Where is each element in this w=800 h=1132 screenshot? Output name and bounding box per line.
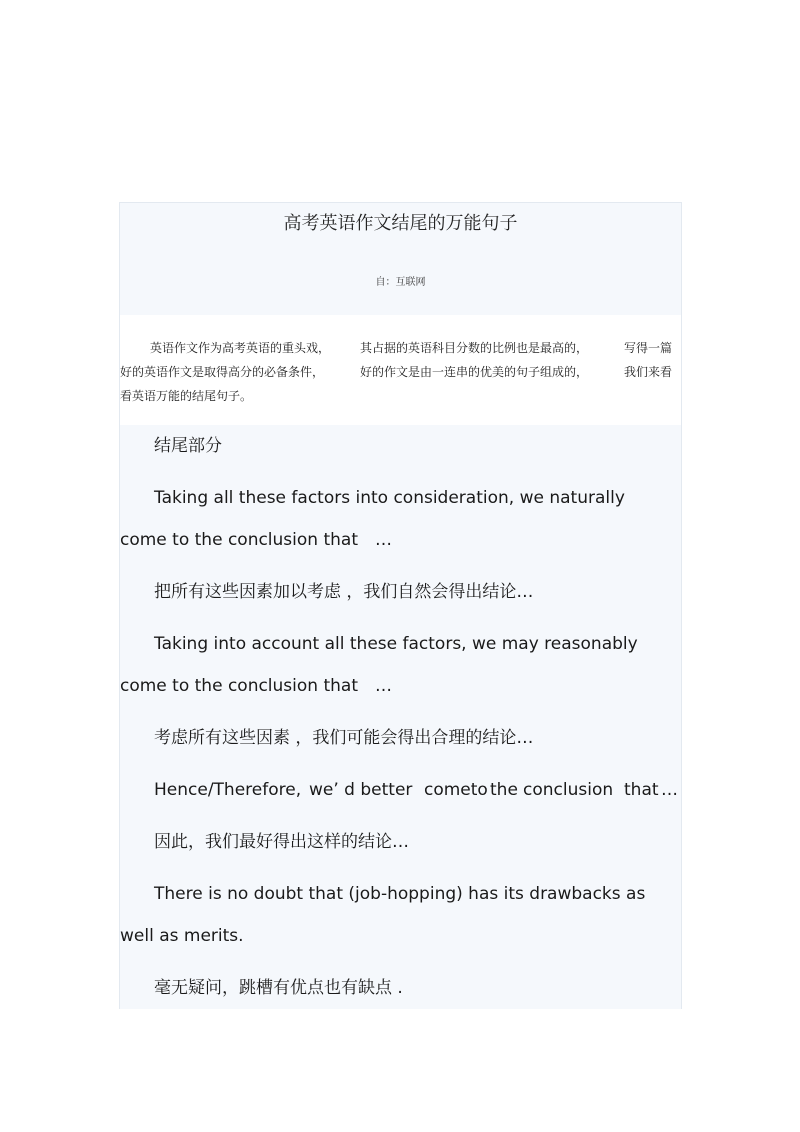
- sentence2-cn: 考虑所有这些因素 ，我们可能会得出合理的结论…: [154, 728, 534, 748]
- sentence3-en-word6: that: [624, 780, 659, 800]
- sentence1-en-line1: Taking all these factors into consideration, we naturally: [154, 488, 625, 508]
- sentence4-en-line2: well as merits.: [120, 926, 244, 946]
- sentence1-en-line2: come to the conclusion that: [120, 530, 358, 550]
- sentence3-en-ellipsis: …: [661, 780, 678, 800]
- intro-line2-part3: 我们来看: [624, 365, 673, 379]
- sentence2-en-ellipsis: …: [375, 676, 392, 696]
- article-container: [119, 202, 682, 1009]
- intro-line3: 看英语万能的结尾句子。: [120, 389, 253, 403]
- section-heading: 结尾部分: [154, 436, 222, 456]
- intro-paragraph: [120, 315, 681, 425]
- sentence3-en-word1: Hence/Therefore,: [154, 780, 302, 800]
- intro-line1-part1: 英语作文作为高考英语的重头戏，: [150, 341, 331, 355]
- intro-line2-part1: 好的英语作文是取得高分的必备条件，: [120, 365, 325, 379]
- sentence4-en-line1: There is no doubt that (job-hopping) has its drawbacks as: [154, 884, 646, 904]
- article-source: 自：互联网: [375, 277, 426, 288]
- sentence1-cn: 把所有这些因素加以考虑 ，我们自然会得出结论…: [154, 582, 534, 602]
- sentence1-en-ellipsis: …: [375, 530, 392, 550]
- sentence2-en-line2: come to the conclusion that: [120, 676, 358, 696]
- sentence3-en-word5: conclusion: [523, 780, 614, 800]
- article-title: 高考英语作文结尾的万能句子: [283, 213, 518, 234]
- intro-line2-part2: 好的作文是由一连串的优美的句子组成的，: [360, 365, 589, 379]
- intro-line1-part3: 写得一篇: [624, 341, 673, 355]
- sentence3-en-word3: cometo: [424, 780, 488, 800]
- sentence3-en-word4: the: [490, 780, 518, 800]
- sentence4-cn: 毫无疑问，跳槽有优点也有缺点 .: [154, 978, 403, 998]
- intro-line1-part2: 其占据的英语科目分数的比例也是最高的，: [360, 341, 589, 355]
- sentence3-en-word2: we’ d better: [309, 780, 413, 800]
- sentence2-en-line1: Taking into account all these factors, we may reasonably: [154, 634, 638, 654]
- sentence3-cn: 因此，我们最好得出这样的结论…: [154, 832, 409, 852]
